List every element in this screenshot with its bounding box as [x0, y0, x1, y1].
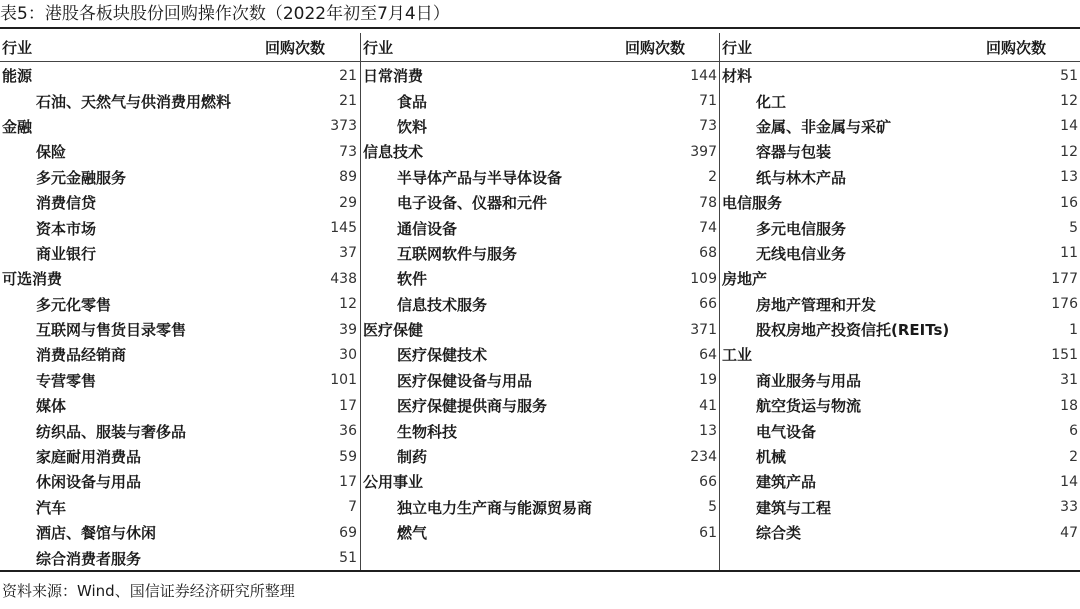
header-industry: 行业: [363, 38, 394, 57]
sector-row: [361, 63, 720, 88]
buyback-count: 51: [1060, 67, 1078, 84]
industry-name: 金融: [2, 117, 33, 136]
industry-name: 建筑产品: [756, 473, 817, 492]
industry-name: 化工: [756, 92, 787, 111]
table-column: [0, 33, 360, 570]
industry-name: 材料: [722, 67, 753, 86]
industry-row: [0, 418, 360, 443]
buyback-count: 36: [339, 423, 357, 440]
buyback-count: 5: [1069, 220, 1078, 237]
buyback-count: 69: [339, 524, 357, 541]
industry-row: [361, 368, 720, 393]
industry-name: 电信服务: [722, 194, 783, 213]
buyback-count: 101: [330, 372, 357, 389]
buyback-count: 177: [1051, 270, 1078, 287]
buyback-count: 71: [699, 93, 717, 110]
industry-row: [720, 139, 1080, 164]
industry-name: 制药: [397, 448, 428, 467]
industry-name: 日常消费: [363, 67, 424, 86]
sector-row: [720, 342, 1080, 367]
industry-row: [0, 368, 360, 393]
buyback-count: 11: [1060, 245, 1078, 262]
industry-name: 工业: [722, 346, 753, 365]
industry-row: [361, 292, 720, 317]
industry-name: 多元化零售: [36, 295, 112, 314]
industry-row: [0, 317, 360, 342]
industry-name: 消费信贷: [36, 194, 97, 213]
industry-row: [361, 342, 720, 367]
buyback-count: 14: [1060, 473, 1078, 490]
sector-row: [720, 190, 1080, 215]
industry-row: [0, 292, 360, 317]
industry-name: 独立电力生产商与能源贸易商: [397, 498, 593, 517]
buyback-count: 89: [339, 169, 357, 186]
industry-name: 半导体产品与半导体设备: [397, 168, 563, 187]
industry-row: [720, 292, 1080, 317]
buyback-count: 5: [708, 499, 717, 516]
industry-name: 多元金融服务: [36, 168, 127, 187]
buyback-count: 39: [339, 321, 357, 338]
industry-name: 房地产管理和开发: [756, 295, 877, 314]
industry-name: 电气设备: [756, 422, 817, 441]
buyback-count: 66: [699, 473, 717, 490]
industry-row: [361, 444, 720, 469]
buyback-count: 2: [708, 169, 717, 186]
buyback-count: 438: [330, 270, 357, 287]
buyback-count: 47: [1060, 524, 1078, 541]
industry-row: [361, 165, 720, 190]
industry-row: [0, 241, 360, 266]
buyback-count: 33: [1060, 499, 1078, 516]
industry-name: 信息技术: [363, 143, 424, 162]
buyback-count: 2: [1069, 448, 1078, 465]
industry-row: [0, 520, 360, 545]
source-note: 资料来源：Wind、国信证券经济研究所整理: [2, 582, 295, 600]
sector-row: [720, 63, 1080, 88]
industry-name: 综合类: [756, 524, 802, 543]
buyback-count: 373: [330, 118, 357, 135]
industry-row: [720, 241, 1080, 266]
industry-name: 股权房地产投资信托(REITs): [756, 321, 950, 340]
industry-name: 纸与林木产品: [756, 168, 847, 187]
header-count: 回购次数: [985, 38, 1046, 57]
buyback-count: 78: [699, 194, 717, 211]
buyback-count: 18: [1060, 397, 1078, 414]
industry-name: 互联网软件与服务: [397, 244, 518, 263]
industry-name: 通信设备: [397, 219, 458, 238]
industry-name: 医疗保健提供商与服务: [397, 397, 548, 416]
industry-row: [361, 495, 720, 520]
industry-name: 软件: [397, 270, 428, 289]
industry-row: [0, 444, 360, 469]
industry-name: 金属、非金属与采矿: [756, 117, 892, 136]
sector-row: [361, 139, 720, 164]
buyback-count: 73: [699, 118, 717, 135]
industry-name: 电子设备、仪器和元件: [397, 194, 548, 213]
industry-name: 食品: [397, 92, 428, 111]
buyback-count: 41: [699, 397, 717, 414]
buyback-count: 51: [339, 550, 357, 567]
buyback-count: 66: [699, 296, 717, 313]
industry-row: [720, 469, 1080, 494]
industry-name: 能源: [2, 67, 33, 86]
buyback-count: 61: [699, 524, 717, 541]
industry-name: 纺织品、服装与奢侈品: [36, 422, 187, 441]
buyback-count: 17: [339, 473, 357, 490]
buyback-count: 6: [1069, 423, 1078, 440]
industry-row: [720, 520, 1080, 545]
header-count: 回购次数: [624, 38, 685, 57]
industry-row: [720, 165, 1080, 190]
buyback-count: 371: [690, 321, 717, 338]
column-header: [361, 33, 720, 62]
industry-name: 建筑与工程: [756, 498, 832, 517]
industry-row: [0, 88, 360, 113]
industry-row: [720, 418, 1080, 443]
table-column: [719, 33, 1080, 570]
industry-row: [720, 114, 1080, 139]
buyback-count: 144: [690, 67, 717, 84]
industry-name: 机械: [756, 448, 787, 467]
industry-row: [0, 139, 360, 164]
industry-row: [361, 88, 720, 113]
industry-name: 保险: [36, 143, 67, 162]
table-column: [360, 33, 720, 570]
sector-row: [720, 266, 1080, 291]
buyback-count: 13: [1060, 169, 1078, 186]
industry-name: 媒体: [36, 397, 67, 416]
buyback-count: 29: [339, 194, 357, 211]
buyback-count: 151: [1051, 346, 1078, 363]
buyback-count: 68: [699, 245, 717, 262]
buyback-count: 109: [690, 270, 717, 287]
industry-name: 消费品经销商: [36, 346, 127, 365]
industry-name: 公用事业: [363, 473, 424, 492]
industry-row: [720, 393, 1080, 418]
buyback-count: 397: [690, 143, 717, 160]
buyback-count: 31: [1060, 372, 1078, 389]
industry-name: 商业服务与用品: [756, 371, 862, 390]
industry-row: [0, 495, 360, 520]
buyback-count: 176: [1051, 296, 1078, 313]
buyback-count: 73: [339, 143, 357, 160]
industry-name: 生物科技: [397, 422, 458, 441]
buyback-count: 1: [1069, 321, 1078, 338]
industry-row: [0, 469, 360, 494]
sector-row: [0, 114, 360, 139]
industry-name: 容器与包装: [756, 143, 832, 162]
industry-row: [720, 495, 1080, 520]
industry-name: 信息技术服务: [397, 295, 488, 314]
buyback-count: 21: [339, 67, 357, 84]
industry-name: 商业银行: [36, 244, 97, 263]
header-industry: 行业: [2, 38, 33, 57]
industry-row: [0, 545, 360, 570]
column-header: [0, 33, 360, 62]
buyback-count: 17: [339, 397, 357, 414]
industry-name: 综合消费者服务: [36, 549, 142, 568]
industry-name: 多元电信服务: [756, 219, 847, 238]
industry-name: 可选消费: [2, 270, 63, 289]
industry-row: [0, 215, 360, 240]
row-list: [720, 63, 1080, 545]
industry-row: [361, 190, 720, 215]
buyback-count: 74: [699, 220, 717, 237]
buyback-count: 145: [330, 220, 357, 237]
buyback-count: 234: [690, 448, 717, 465]
industry-row: [361, 114, 720, 139]
industry-name: 酒店、餐馆与休闲: [36, 524, 157, 543]
industry-row: [361, 215, 720, 240]
industry-row: [720, 88, 1080, 113]
buyback-count: 13: [699, 423, 717, 440]
industry-row: [361, 266, 720, 291]
industry-name: 医疗保健设备与用品: [397, 371, 533, 390]
buyback-count: 12: [339, 296, 357, 313]
industry-row: [361, 393, 720, 418]
industry-name: 石油、天然气与供消费用燃料: [36, 92, 232, 111]
industry-name: 互联网与售货目录零售: [36, 321, 187, 340]
table-title: 表5：港股各板块股份回购操作次数（2022年初至7月4日）: [0, 0, 1080, 29]
sector-row: [361, 317, 720, 342]
industry-name: 燃气: [397, 524, 428, 543]
industry-name: 饮料: [397, 117, 428, 136]
buyback-count: 30: [339, 346, 357, 363]
industry-name: 家庭耐用消费品: [36, 448, 142, 467]
industry-name: 医疗保健技术: [397, 346, 488, 365]
buyback-count: 7: [348, 499, 357, 516]
industry-row: [720, 215, 1080, 240]
buyback-count: 64: [699, 346, 717, 363]
industry-row: [361, 241, 720, 266]
industry-row: [0, 190, 360, 215]
industry-name: 航空货运与物流: [756, 397, 862, 416]
row-list: [361, 63, 720, 545]
buyback-count: 12: [1060, 143, 1078, 160]
header-count: 回购次数: [264, 38, 325, 57]
buyback-count: 21: [339, 93, 357, 110]
column-header: [720, 33, 1080, 62]
industry-name: 汽车: [36, 498, 67, 517]
buyback-table: [0, 33, 1080, 572]
sector-row: [0, 266, 360, 291]
industry-name: 专营零售: [36, 371, 97, 390]
industry-row: [0, 342, 360, 367]
buyback-count: 12: [1060, 93, 1078, 110]
header-industry: 行业: [722, 38, 753, 57]
buyback-count: 37: [339, 245, 357, 262]
industry-name: 资本市场: [36, 219, 97, 238]
buyback-count: 19: [699, 372, 717, 389]
industry-name: 医疗保健: [363, 321, 424, 340]
buyback-count: 16: [1060, 194, 1078, 211]
industry-row: [720, 317, 1080, 342]
industry-name: 无线电信业务: [756, 244, 847, 263]
buyback-count: 14: [1060, 118, 1078, 135]
industry-name: 休闲设备与用品: [36, 473, 142, 492]
buyback-count: 59: [339, 448, 357, 465]
industry-row: [361, 520, 720, 545]
sector-row: [0, 63, 360, 88]
industry-row: [361, 418, 720, 443]
industry-row: [0, 393, 360, 418]
industry-row: [720, 368, 1080, 393]
industry-name: 房地产: [722, 270, 768, 289]
row-list: [0, 63, 360, 571]
sector-row: [361, 469, 720, 494]
industry-row: [720, 444, 1080, 469]
industry-row: [0, 165, 360, 190]
